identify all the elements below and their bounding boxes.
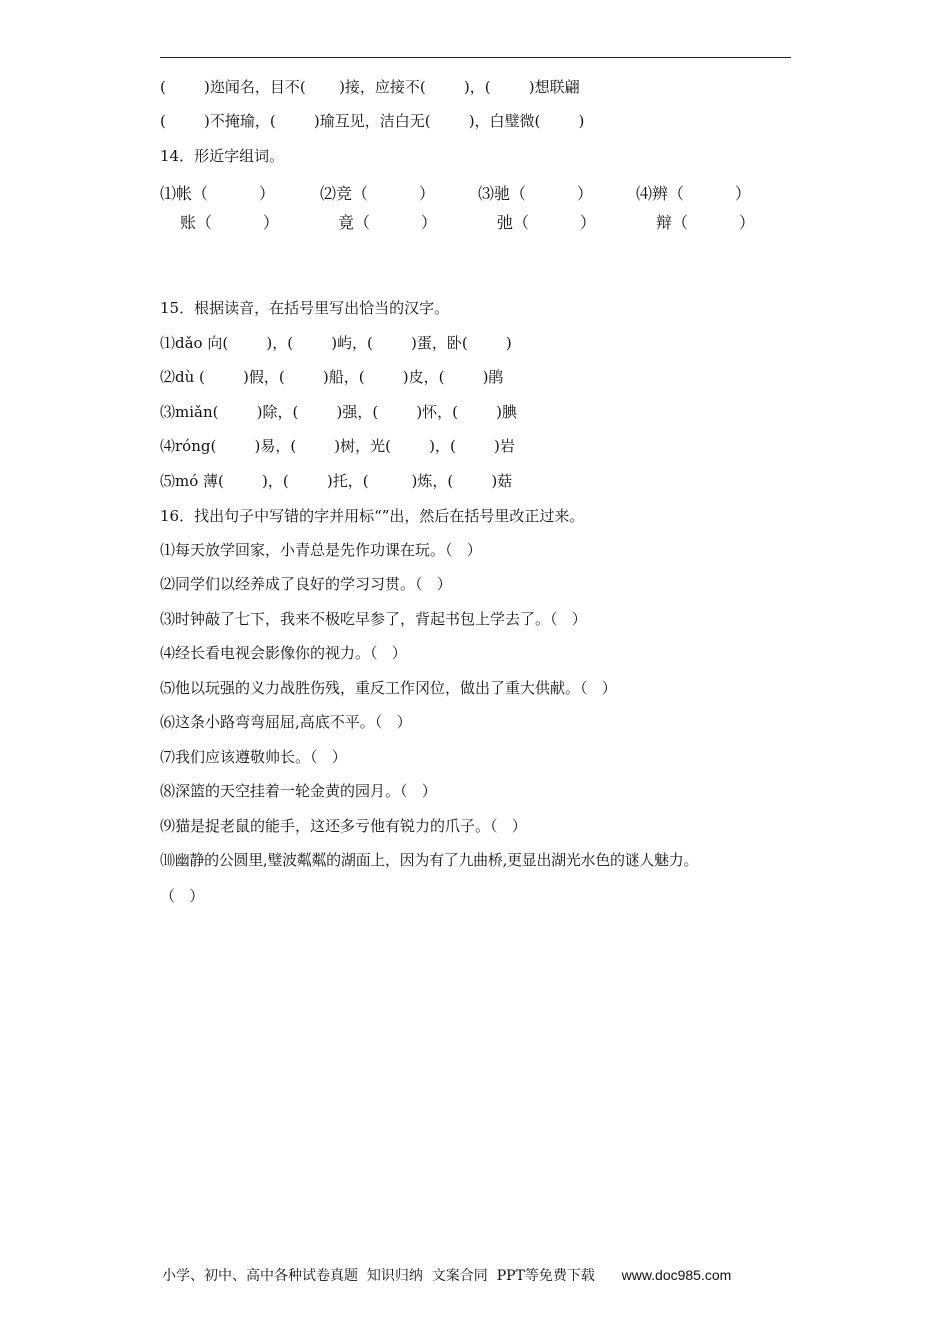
- q15-title: 15．根据读音，在括号里写出恰当的汉字。: [160, 299, 450, 317]
- q14-r1-c4: ⑷辨（ ）: [636, 184, 751, 203]
- q15-item-5: ⑸mó 薄( )，( )托，( )炼，( )菇: [160, 472, 513, 490]
- q16-item-10: ⑽幽静的公圆里,璧波粼粼的湖面上，因为有了九曲桥,更显出湖光水色的谜人魅力。: [160, 851, 699, 869]
- q16-item-10-paren: （ ）: [160, 887, 205, 905]
- q14-title: 14．形近字组词。: [160, 147, 285, 165]
- q16-item-5: ⑸他以玩强的义力战胜伤残，重反工作冈位，做出了重大供献。（ ）: [160, 679, 617, 697]
- q15-item-3: ⑶miǎn( )除，( )强，( )怀，( )腆: [160, 403, 518, 421]
- q16-item-6: ⑹这条小路弯弯屈屈,高底不平。（ ）: [160, 713, 412, 731]
- q14-r2-c1: 账（ ）: [180, 213, 279, 232]
- q14-r1-c1: ⑴帐（ ）: [160, 184, 275, 203]
- q16-title: 16．找出句子中写错的字并用标“”出，然后在括号里改正过来。: [160, 507, 585, 525]
- q14-r1-c3: ⑶驰（ ）: [478, 184, 593, 203]
- q14-r2-c4: 辩（ ）: [656, 213, 755, 232]
- q15-item-2: ⑵dù ( )假，( )船，( )皮，( )鹃: [160, 368, 504, 386]
- footer: [162, 1264, 731, 1287]
- q16-item-9: ⑼猫是捉老鼠的能手，这还多亏他有锐力的爪子。（ ）: [160, 817, 527, 835]
- q15-item-1: ⑴dǎo 向( )，( )屿，( )蛋，卧( ): [160, 334, 512, 352]
- q14-r2-c2: 竟（ ）: [338, 213, 437, 232]
- q16-item-3: ⑶时钟敲了七下，我来不极吃早参了，背起书包上学去了。（ ）: [160, 610, 587, 628]
- q16-item-4: ⑷经长看电视会影像你的视力。（ ）: [160, 644, 407, 662]
- q16-item-7: ⑺我们应该遵敬帅长。（ ）: [160, 748, 347, 766]
- text-line-1: ( )迩闻名，目不( )接，应接不( )，( )想联翩: [160, 78, 580, 96]
- footer-text: 小学、初中、高中各种试卷真题 知识归纳 文案合同 PPT等免费下载: [162, 1268, 595, 1284]
- q16-item-2: ⑵同学们以经养成了良好的学习习贯。（ ）: [160, 575, 452, 593]
- q15-item-4: ⑷róng( )易，( )树，光( )，( )岩: [160, 437, 515, 455]
- header-rule: [160, 57, 791, 58]
- q14-r2-c3: 弛（ ）: [497, 213, 596, 232]
- q14-r1-c2: ⑵竞（ ）: [320, 184, 435, 203]
- q16-item-8: ⑻深篮的天空挂着一轮金黄的园月。（ ）: [160, 782, 437, 800]
- text-line-2: ( )不掩瑜，( )瑜互见，洁白无( )，白璧微( ): [160, 112, 585, 130]
- footer-url[interactable]: www.doc985.com: [621, 1267, 732, 1283]
- q16-item-1: ⑴每天放学回家，小青总是先作功课在玩。（ ）: [160, 541, 482, 559]
